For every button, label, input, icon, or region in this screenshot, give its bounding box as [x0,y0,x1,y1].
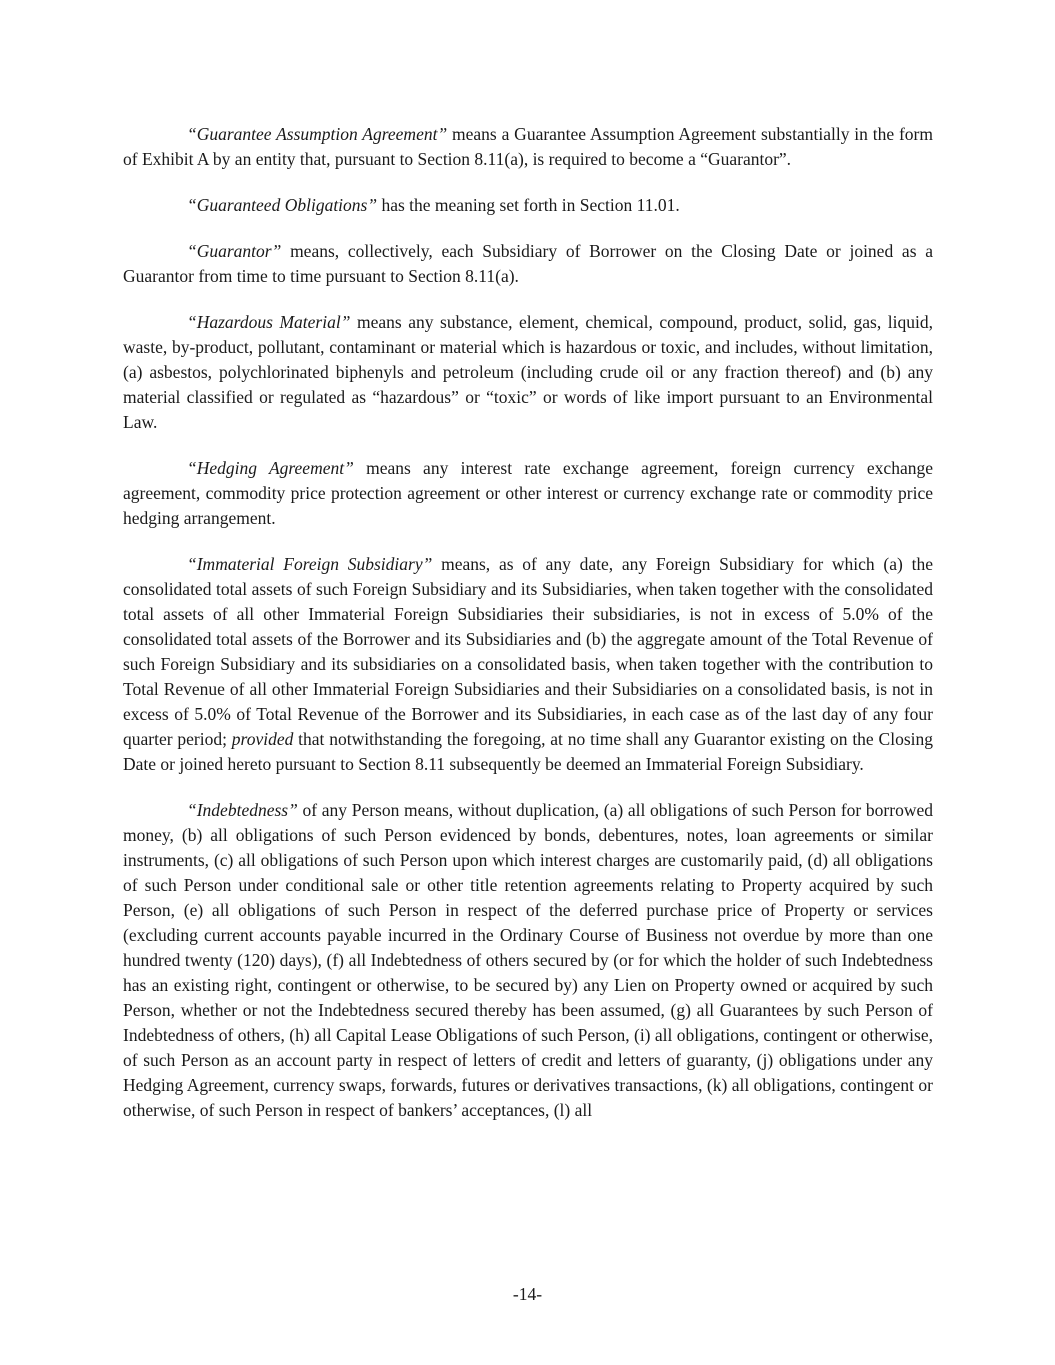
paragraph [123,122,933,172]
defined-term: “Hazardous Material” [187,312,351,332]
defined-term: provided [231,729,294,749]
paragraph-text: has the meaning set forth in Section 11.01. [377,195,680,215]
paragraph-text: means, as of any date, any Foreign Subsidiary for which (a) the consolidated total assets of such Foreign Subsidiary and its Subsidiaries, when taken together with the consolidated total assets of all other Immaterial Foreign Subsidiaries their subsidiaries, is not in excess of 5.0% of the consolidated total assets of the Borrower and its Subsidiaries and (b) the aggregate amount of the Total Revenue of such Foreign Subsidiary and its subsidiaries on a consolidated basis, when taken together with the contribution to Total Revenue of all other Immaterial Foreign Subsidiaries and their Subsidiaries on a consolidated basis, is not in excess of 5.0% of Total Revenue of the Borrower and its Subsidiaries, in each case as of the last day of any four quarter period; [123,554,933,749]
defined-term: “Guaranteed Obligations” [187,195,378,215]
paragraph [123,552,933,777]
defined-term: “Hedging Agreement” [187,458,354,478]
page-number: -14- [512,1284,543,1304]
defined-term: “Guarantee Assumption Agreement” [187,124,448,144]
paragraph-text: that notwithstanding the foregoing, at no time shall any Guarantor existing on the Closing Date or joined hereto pursuant to Section 8.11 subsequently be deemed an Immaterial Foreign Subsidiary. [123,729,933,774]
paragraph [123,239,933,289]
paragraph [123,798,933,1123]
paragraph-text: means, collectively, each Subsidiary of Borrower on the Closing Date or joined as a Guarantor from time to time pursuant to Section 8.11(a). [123,241,933,286]
paragraph [123,310,933,435]
paragraph-text: means any substance, element, chemical, compound, product, solid, gas, liquid, waste, by-product, pollutant, contaminant or material which is hazardous or toxic, and includes, without limitation, (a) asbestos, polychlorinated biphenyls and petroleum (including crude oil or any fraction thereof) and (b) any material classified or regulated as “hazardous” or “toxic” or words of like import pursuant to an Environmental Law. [123,312,933,432]
paragraph-text: means any interest rate exchange agreement, foreign currency exchange agreement, commodity price protection agreement or other interest or currency exchange rate or commodity price hedging arrangement. [123,458,933,528]
defined-term: “Indebtedness” [187,800,298,820]
defined-term: “Guarantor” [187,241,282,261]
paragraph-text: means a Guarantee Assumption Agreement substantially in the form of Exhibit A by an entity that, pursuant to Section 8.11(a), is required to become a “Guarantor”. [123,124,933,169]
document-body [123,122,933,1123]
paragraph-text: of any Person means, without duplication, (a) all obligations of such Person for borrowed money, (b) all obligations of such Person evidenced by bonds, debentures, notes, loan agreements or similar instruments, (c) all obligations of such Person upon which interest charges are customarily paid, (d) all obligations of such Person under conditional sale or other title retention agreements relating to Property acquired by such Person, (e) all obligations of such Person in respect of the deferred purchase price of Property or services (excluding current accounts payable incurred in the Ordinary Course of Business not overdue by more than one hundred twenty (120) days), (f) all Indebtedness of others secured by (or for which the holder of such Indebtedness has an existing right, contingent or otherwise, to be secured by) any Lien on Property owned or acquired by such Person, whether or not the Indebtedness secured thereby has been assumed, (g) all Guarantees by such Person of Indebtedness of others, (h) all Capital Lease Obligations of such Person, (i) all obligations, contingent or otherwise, of such Person as an account party in respect of letters of credit and letters of guaranty, (j) obligations under any Hedging Agreement, currency swaps, forwards, futures or derivatives transactions, (k) all obligations, contingent or otherwise, of such Person in respect of bankers’ acceptances, (l) all [123,800,933,1120]
paragraph [123,193,933,218]
paragraph [123,456,933,531]
defined-term: “Immaterial Foreign Subsidiary” [187,554,433,574]
